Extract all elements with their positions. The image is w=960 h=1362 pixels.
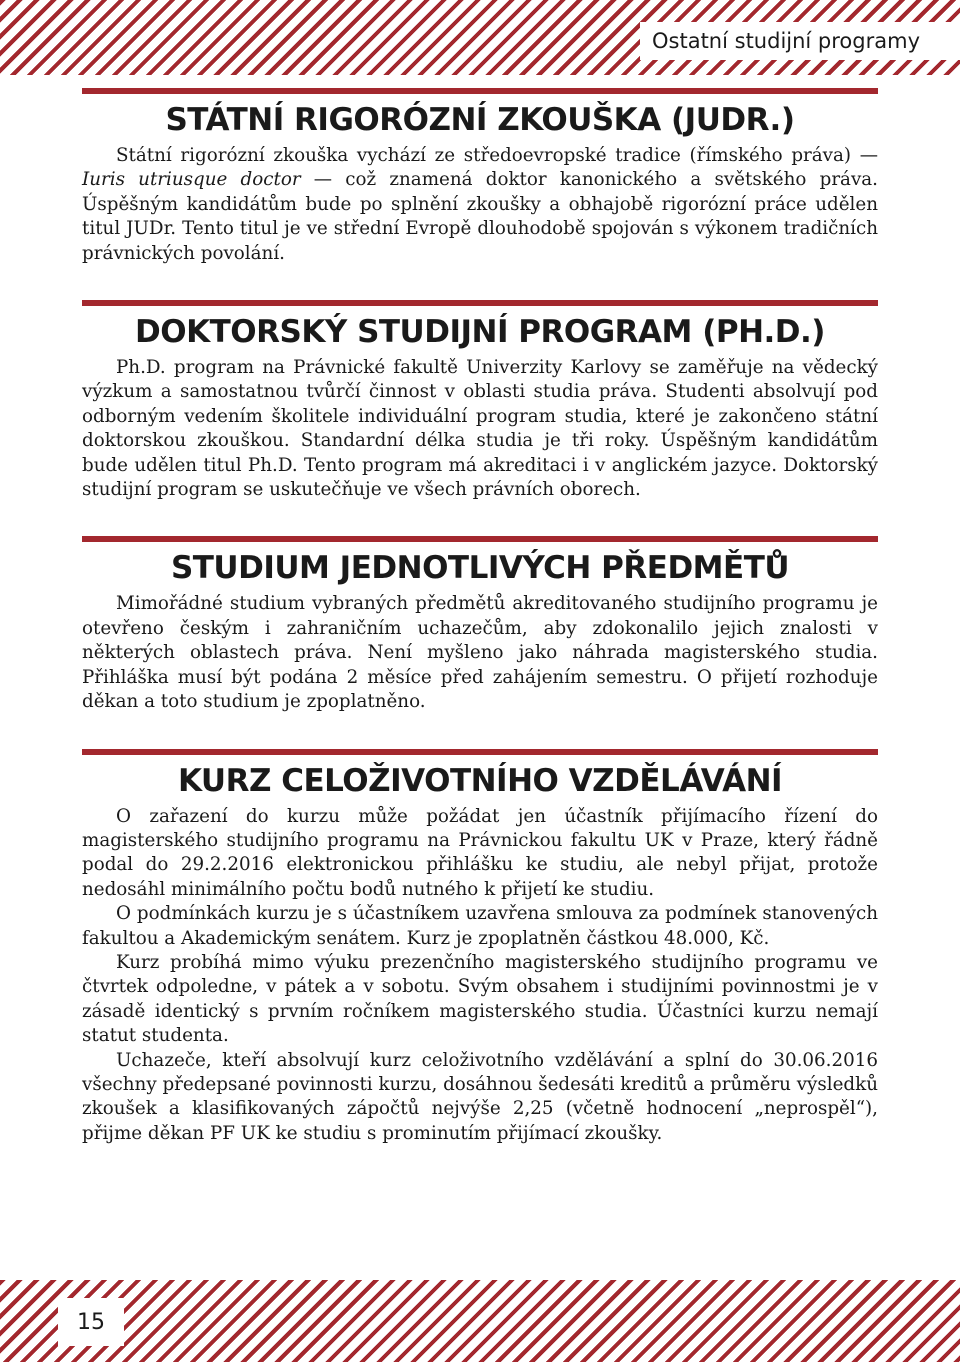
latin-term: Iuris utriusque doctor <box>82 169 301 191</box>
paragraph-text: Státní rigorózní zkouška vychází ze středoevropské tradice (římského práva) — <box>116 145 878 166</box>
section-divider <box>82 300 878 306</box>
section-lifelong-learning <box>82 749 878 1147</box>
running-header: Ostatní studijní programy <box>640 22 960 60</box>
section-divider <box>82 749 878 755</box>
section-paragraph: Kurz probíhá mimo výuku prezenčního magisterského studijního programu ve čtvrtek odpoledne, v pátek a v sobotu. Svým obsahem i studijními povinnostmi je v zásadě identický s prvním ročníkem magisterského studia. Účastníci kurzu nemají statut studenta. <box>82 951 878 1047</box>
section-divider <box>82 536 878 542</box>
page-number: 15 <box>58 1298 124 1346</box>
section-paragraph: O podmínkách kurzu je s účastníkem uzavřena smlouva za podmínek stanovených fakultou a Akademickým senátem. Kurz je zpoplatněn částkou 48.000, Kč. <box>82 903 878 949</box>
paragraph-text: — což znamená doktor kanonického a světského práva. Úspěšným kandidátům bude po splnění zkoušky a obhajobě rigorózní práce udělen titul JUDr. Tento titul je ve střední Evropě dlouhodobě spojován s výkonem tradičních právnických povolání. <box>82 169 878 264</box>
section-rigorous-exam <box>82 88 878 266</box>
section-paragraph: O zařazení do kurzu může požádat jen účastník přijímacího řízení do magisterského studijního programu na Právnickou fakultu UK v Praze, který řádně podal do 29.2.2016 elektronickou přihlášku ke studiu, ale nebyl přijat, protože nedosáhl minimálního počtu bodů nutného k přijetí ke studiu. <box>82 805 878 900</box>
section-doctoral-program <box>82 300 878 502</box>
section-heading: STÁTNÍ RIGORÓZNÍ ZKOUŠKA (JUDR.) <box>165 102 795 138</box>
section-paragraph: Ph.D. program na Právnické fakultě Univerzity Karlovy se zaměřuje na vědecký výzkum a samostatnou tvůrčí činnost v oblasti studia práva. Studenti absolvují pod odborným vedením školitele individuální program studia, které je zakončeno státní doktorskou zkouškou. Standardní délka studia je tři roky. Úspěšným kandidátům bude udělen titul Ph.D. Tento program má akreditaci i v anglickém jazyce. Doktorský studijní program se uskutečňuje ve všech právních oborech. <box>82 357 878 501</box>
footer-stripe-pattern <box>0 1280 960 1362</box>
page-content <box>82 88 878 1180</box>
section-divider <box>82 88 878 94</box>
section-heading: STUDIUM JEDNOTLIVÝCH PŘEDMĚTŮ <box>170 550 790 587</box>
section-individual-courses <box>82 536 878 714</box>
section-heading: DOKTORSKÝ STUDIJNÍ PROGRAM (PH.D.) <box>135 314 825 351</box>
section-heading: KURZ CELOŽIVOTNÍHO VZDĚLÁVÁNÍ <box>177 762 783 799</box>
section-paragraph <box>82 144 878 266</box>
section-paragraph: Mimořádné studium vybraných předmětů akreditovaného studijního programu je otevřeno českým i zahraničním uchazečům, aby zdokonalilo jejich znalosti v některých oblastech práva. Není myšleno jako náhrada magisterského studia. Přihláška musí být podána 2 měsíce před zahájením semestru. O přijetí rozhoduje děkan a toto studium je zpoplatněno. <box>82 593 878 713</box>
section-paragraph: Uchazeče, kteří absolvují kurz celoživotního vzdělávání a splní do 30.06.2016 všechny předepsané povinnosti kurzu, dosáhnou šedesáti kreditů a průměru výsledků zkoušek a klasifikovaných zápočtů nejvýše 2,25 (včetně hodnocení „neprospěl“), přijme děkan PF UK ke studiu s prominutím přijímací zkoušky. <box>82 1049 878 1144</box>
